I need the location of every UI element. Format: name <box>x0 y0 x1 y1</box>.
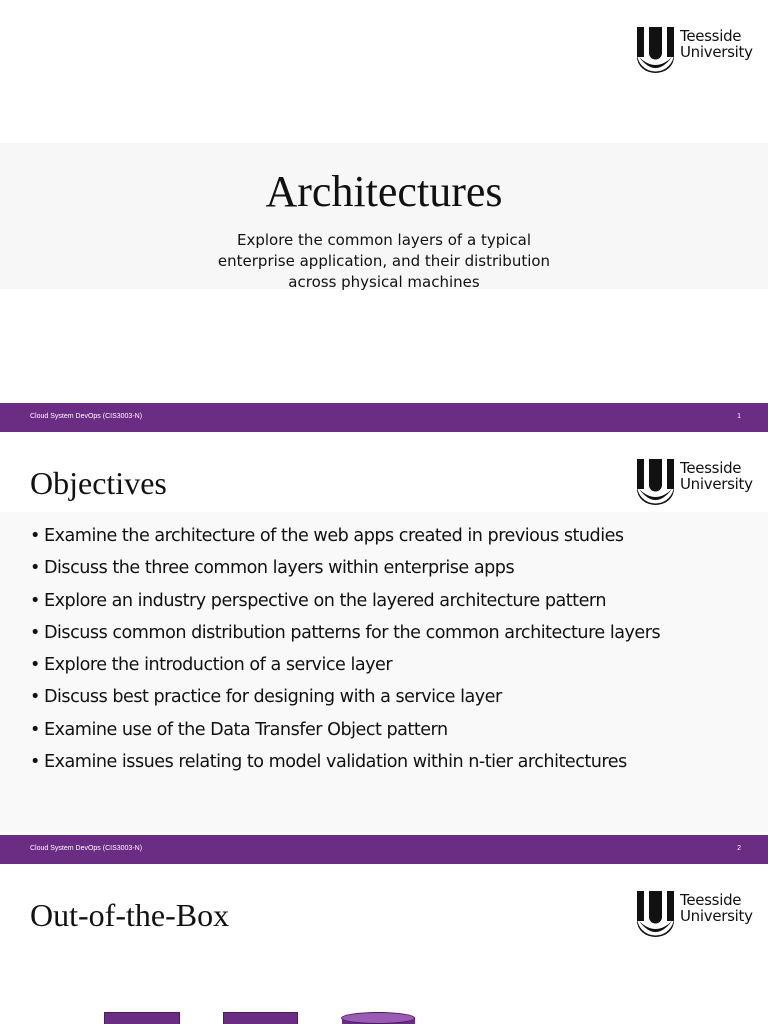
list-item <box>30 554 750 586</box>
diagram-box <box>223 1012 298 1024</box>
logo-wordmark <box>680 460 753 492</box>
list-item-text: Explore an industry perspective on the layered architecture pattern <box>44 590 606 611</box>
list-item-text: Examine the architecture of the web apps created in previous studies <box>44 526 624 546</box>
slide-number: 2 <box>737 845 741 852</box>
list-item-text: Discuss common distribution patterns for the common architecture layers <box>44 622 661 643</box>
course-name: Cloud System DevOps (CIS3003-N) <box>30 845 143 852</box>
bullet-icon: • <box>30 752 40 773</box>
bullet-icon: • <box>30 526 40 546</box>
university-crest-icon <box>637 459 674 505</box>
teesside-university-logo <box>637 459 753 505</box>
logo-line-1: Teesside <box>680 891 742 909</box>
slide-2 <box>0 432 768 864</box>
subtitle-line: Explore the common layers of a typical <box>237 231 531 249</box>
list-item-text: Examine use of the Data Transfer Object pattern <box>44 719 448 740</box>
subtitle-line: enterprise application, and their distribution <box>217 252 551 270</box>
diagram-box <box>104 1012 180 1024</box>
logo-line-2: University <box>680 907 753 925</box>
course-name: Cloud System DevOps (CIS3003-N) <box>30 413 143 420</box>
bullet-icon: • <box>30 687 40 708</box>
bullet-icon: • <box>30 655 40 676</box>
list-item-text: Examine issues relating to model validation within n-tier architectures <box>44 752 627 773</box>
logo-line-2: University <box>680 43 753 61</box>
objectives-list <box>30 522 750 780</box>
logo-line-1: Teesside <box>680 27 742 45</box>
list-item <box>30 651 750 683</box>
list-item <box>30 619 750 651</box>
list-item <box>30 716 750 748</box>
slide-title: Objectives <box>30 465 167 501</box>
list-item-text: Explore the introduction of a service layer <box>44 655 393 676</box>
list-item <box>30 587 750 619</box>
database-cylinder-icon <box>341 1012 415 1024</box>
bullet-icon: • <box>30 558 40 579</box>
bullet-icon: • <box>30 622 40 643</box>
slide-footer <box>0 835 768 864</box>
university-crest-icon <box>637 27 674 73</box>
list-item <box>30 748 750 780</box>
list-item-text: Discuss the three common layers within enterprise apps <box>44 558 515 579</box>
subtitle-line: across physical machines <box>288 273 480 291</box>
slide-title: Architectures <box>265 167 503 216</box>
university-crest-icon <box>637 891 674 937</box>
logo-line-2: University <box>680 475 753 493</box>
slide-subtitle <box>184 230 584 293</box>
slide-number: 1 <box>737 413 741 420</box>
teesside-university-logo <box>637 27 753 73</box>
logo-wordmark <box>680 892 753 924</box>
slide-title: Out-of-the-Box <box>30 897 230 933</box>
list-item <box>30 522 750 554</box>
slide-footer <box>0 403 768 432</box>
slide-1 <box>0 0 768 432</box>
list-item-text: Discuss best practice for designing with a service layer <box>44 687 502 708</box>
slide-3 <box>0 864 768 1024</box>
bullet-icon: • <box>30 590 40 611</box>
list-item <box>30 683 750 715</box>
teesside-university-logo <box>637 891 753 937</box>
logo-line-1: Teesside <box>680 459 742 477</box>
bullet-icon: • <box>30 719 40 740</box>
logo-wordmark <box>680 28 753 60</box>
